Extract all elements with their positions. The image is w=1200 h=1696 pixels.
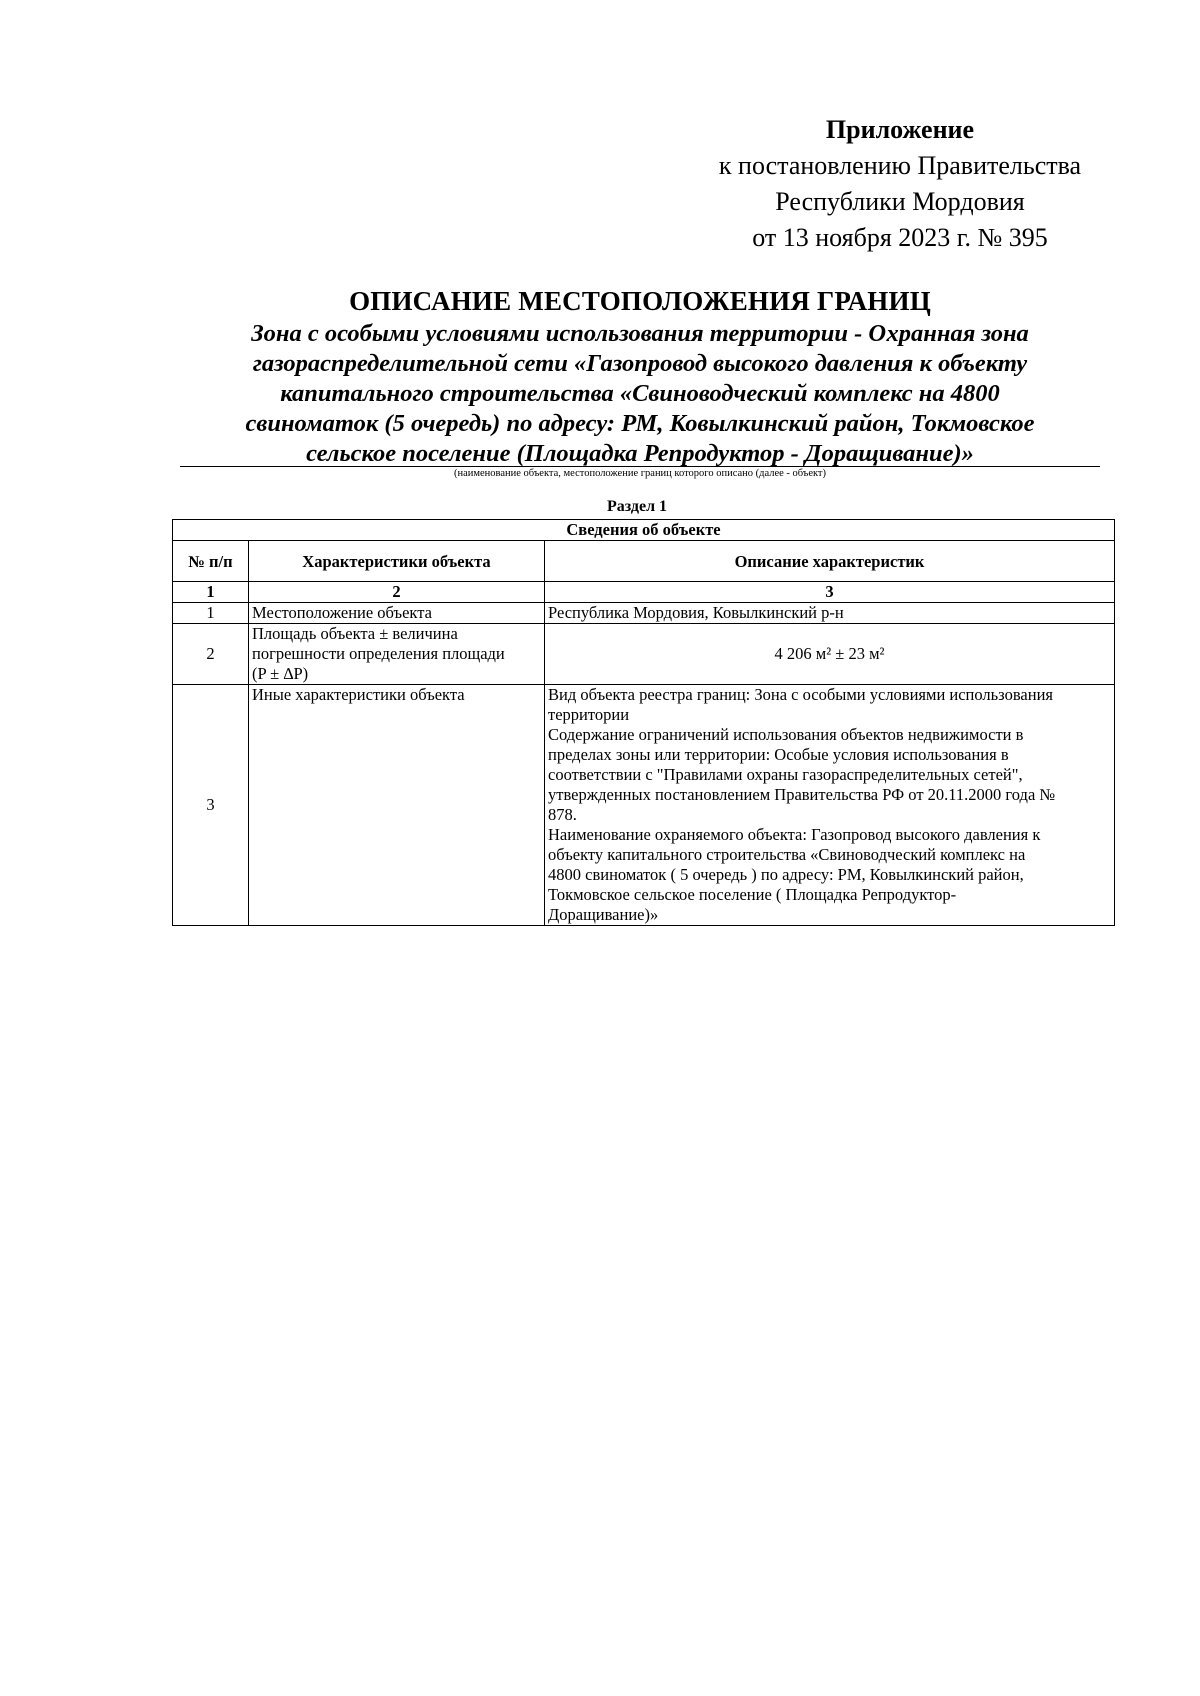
characteristic-line: погрешности определения площади [252, 644, 505, 663]
section-label: Раздел 1 [606, 498, 668, 515]
column-header-description: Описание характеристик [545, 541, 1115, 582]
underline-rule [180, 466, 1100, 467]
description-line: Содержание ограничений использования объектов недвижимости в [548, 725, 1024, 744]
description-line: 4800 свиноматок ( 5 очередь ) по адресу: РМ, Ковылкинский район, [548, 865, 1024, 884]
table-row [173, 624, 1115, 685]
characteristic-line: (P ± ∆P) [252, 664, 309, 683]
row-number: 2 [173, 624, 249, 685]
appendix-date: от 13 ноября 2023 г. № 395 [752, 223, 1048, 252]
row-description [545, 685, 1115, 926]
subtitle-line: газораспределительной сети «Газопровод высокого давления к объекту [252, 350, 1028, 377]
description-line: 4 206 м² ± 23 м² [774, 644, 885, 663]
column-number: 1 [173, 582, 249, 603]
table-header-row [173, 541, 1115, 582]
document-subtitle [180, 319, 1100, 469]
row-number: 1 [173, 603, 249, 624]
description-line: Токмовское сельское поселение ( Площадка Репродуктор- [548, 885, 957, 904]
table-caption: Сведения об объекте [173, 520, 1115, 541]
table-row [173, 603, 1115, 624]
description-line: пределах зоны или территории: Особые условия использования в [548, 745, 1009, 764]
description-line: утвержденных постановлением Правительства РФ от 20.11.2000 года № [548, 785, 1056, 804]
description-line: Доращивание)» [548, 905, 659, 924]
appendix-line: к постановлению Правительства [718, 151, 1082, 180]
description-line: объекту капитального строительства «Свиноводческий комплекс на [548, 845, 1026, 864]
subtitle-line: капитального строительства «Свиноводческий комплекс на 4800 [280, 380, 1000, 407]
rule-caption: (наименование объекта, местоположение границ которого описано (далее - объект) [453, 468, 827, 479]
appendix-title: Приложение [825, 115, 975, 144]
description-line: Вид объекта реестра границ: Зона с особыми условиями использования [548, 685, 1053, 704]
subtitle-line: Зона с особыми условиями использования территории - Охранная зона [251, 320, 1029, 347]
row-characteristic [249, 624, 545, 685]
document-header [180, 285, 1100, 469]
object-info-table [172, 519, 1115, 926]
column-number: 3 [545, 582, 1115, 603]
column-number-row [173, 582, 1115, 603]
appendix-block [640, 112, 1160, 256]
table-caption-row [173, 520, 1115, 541]
subtitle-line: свиноматок (5 очередь) по адресу: РМ, Ковылкинский район, Токмовское [245, 410, 1035, 437]
column-header-number: № п/п [173, 541, 249, 582]
table-row [173, 685, 1115, 926]
appendix-line: Республики Мордовия [775, 187, 1025, 216]
characteristic-line: Площадь объекта ± величина [252, 624, 458, 643]
description-line: территории [548, 705, 630, 724]
column-header-characteristic: Характеристики объекта [249, 541, 545, 582]
row-number: 3 [173, 685, 249, 926]
description-line: Наименование охраняемого объекта: Газопровод высокого давления к [548, 825, 1041, 844]
row-description [545, 624, 1115, 685]
row-description [545, 603, 1115, 624]
subtitle-line: сельское поселение (Площадка Репродуктор - Доращивание)» [306, 440, 974, 467]
description-line: 878. [548, 805, 577, 824]
document-title: ОПИСАНИЕ МЕСТОПОЛОЖЕНИЯ ГРАНИЦ [349, 286, 931, 316]
row-characteristic: Иные характеристики объекта [249, 685, 545, 926]
description-line: Республика Мордовия, Ковылкинский р-н [548, 603, 844, 622]
column-number: 2 [249, 582, 545, 603]
description-line: соответствии с "Правилами охраны газораспределительных сетей", [548, 765, 1023, 784]
row-characteristic: Местоположение объекта [249, 603, 545, 624]
